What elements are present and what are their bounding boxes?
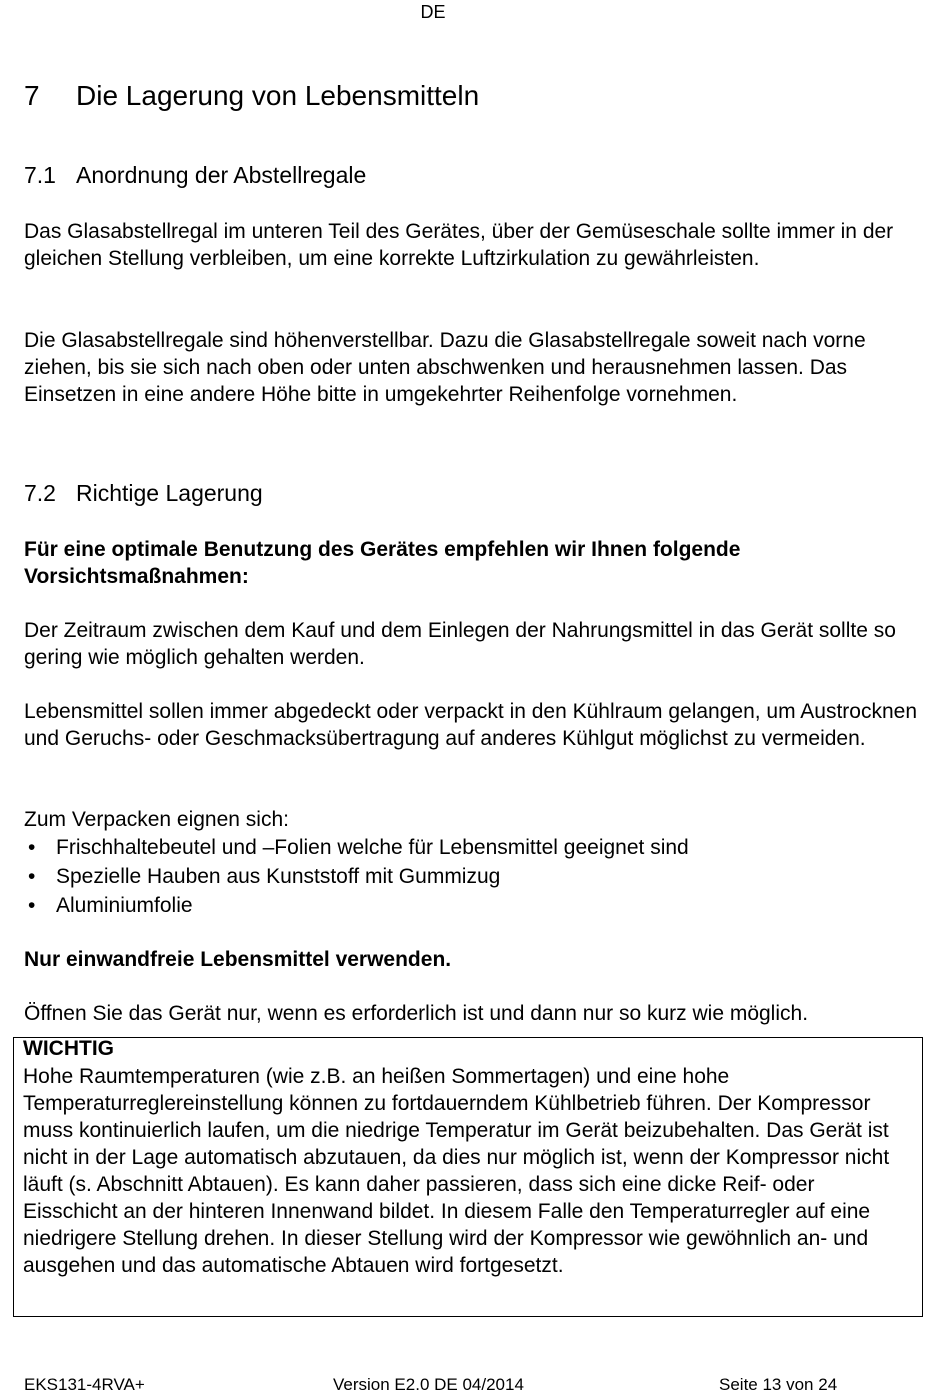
section-7-1-paragraph-1: Das Glasabstellregal im unteren Teil des Gerätes, über der Gemüseschale sollte immer in der gleichen Stellung verbleiben, um eine korrekte Luftzirkulation zu gewährleisten. xyxy=(24,220,894,270)
section-7-2-intro-bold: Für eine optimale Benutzung des Gerätes empfehlen wir Ihnen folgende Vorsichtsmaßnahmen: xyxy=(24,538,741,588)
section-7-1-number: 7.1 xyxy=(24,162,56,188)
packaging-list-intro: Zum Verpacken eignen sich: xyxy=(24,808,289,831)
section-7-2-title: Richtige Lagerung xyxy=(76,480,263,506)
bullet-icon: • xyxy=(28,836,36,859)
section-7-2-paragraph-2: Lebensmittel sollen immer abgedeckt oder verpackt in den Kühlraum gelangen, um Austrocknen und Geruchs- oder Geschmacksübertragung auf anderes Kühlgut möglichst zu vermeiden. xyxy=(24,700,918,750)
packaging-list xyxy=(24,833,924,920)
list-item: • Spezielle Hauben aus Kunststoff mit Gummizug xyxy=(24,862,924,891)
section-7-1-heading xyxy=(24,160,366,190)
section-7-1-title: Anordnung der Abstellregale xyxy=(76,162,367,188)
section-7-2-heading xyxy=(24,478,263,508)
footer-version: Version E2.0 DE 04/2014 xyxy=(333,1375,524,1394)
chapter-title: Die Lagerung von Lebensmitteln xyxy=(76,80,480,111)
section-7-2-paragraph-1: Der Zeitraum zwischen dem Kauf und dem Einlegen der Nahrungsmittel in das Gerät sollte so gering wie möglich gehalten werden. xyxy=(24,619,896,669)
section-7-2-paragraph-3: Öffnen Sie das Gerät nur, wenn es erforderlich ist und dann nur so kurz wie möglich. xyxy=(24,1002,809,1025)
page-header-language: DE xyxy=(420,2,446,22)
section-7-2-number: 7.2 xyxy=(24,480,56,506)
bullet-icon: • xyxy=(28,865,36,888)
warning-title: WICHTIG xyxy=(23,1037,114,1060)
list-item: • Frischhaltebeutel und –Folien welche für Lebensmittel geeignet sind xyxy=(24,833,924,862)
footer-page-number: Seite 13 von 24 xyxy=(719,1375,838,1394)
chapter-number: 7 xyxy=(24,80,40,111)
bullet-icon: • xyxy=(28,894,36,917)
warning-text: Hohe Raumtemperaturen (wie z.B. an heißen Sommertagen) und eine hohe Temperaturreglereinstellung können zu fortdauerndem Kühlbetrieb führen. Der Kompressor muss kontinuierlich laufen, um die niedrige Temperatur im Gerät beizubehalten. Das Gerät ist nicht in der Lage automatisch abzutauen, da dies nur möglich ist, wenn der Kompressor nicht läuft (s. Abschnitt Abtauen). Es kann daher passieren, dass sich eine dicke Reif- oder Eisschicht an der hinteren Innenwand bildet. In diesem Falle den Temperaturregler auf eine niedrigere Stellung drehen. In dieser Stellung wird der Kompressor wie gewöhnlich an- und ausgehen und das automatische Abtauen wird fortgesetzt. xyxy=(23,1065,890,1277)
chapter-heading xyxy=(24,78,479,114)
footer-model: EKS131-4RVA+ xyxy=(24,1375,145,1394)
section-7-1-paragraph-2: Die Glasabstellregale sind höhenverstellbar. Dazu die Glasabstellregale soweit nach vorne ziehen, bis sie sich nach oben oder unten abschwenken und herausnehmen lassen. Das Einsetzen in eine andere Höhe bitte in umgekehrter Reihenfolge vornehmen. xyxy=(24,329,866,406)
fresh-food-note: Nur einwandfreie Lebensmittel verwenden. xyxy=(24,948,452,971)
list-item: • Aluminiumfolie xyxy=(24,891,924,920)
